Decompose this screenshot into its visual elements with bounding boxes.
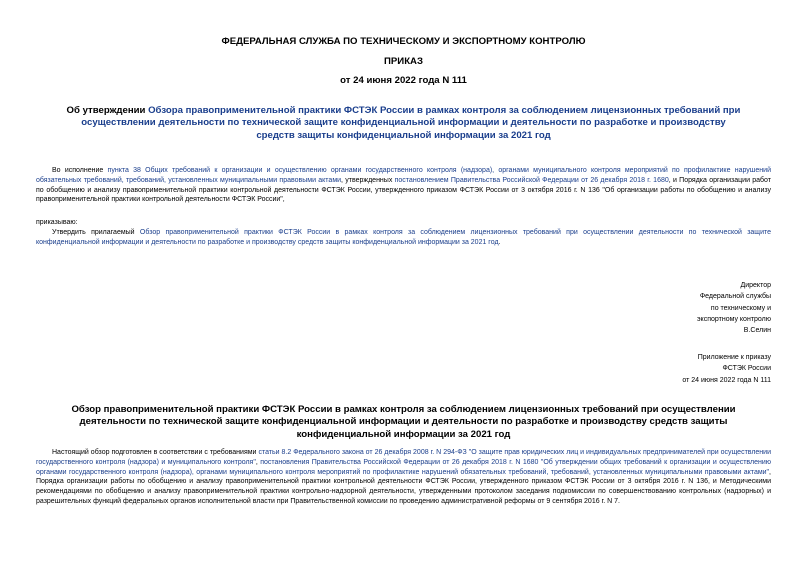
order-title-link[interactable]: Обзора правоприменительной практики ФСТЭК России в рамках контроля за соблюдением лицензионных требований при осуществлении деятельности по технической защите конфиденциальной информации и деятельности по разработке и производству средств защиты конфиденциальной информации за 2021 год — [81, 105, 741, 141]
preamble-text-2: , утвержденных — [341, 176, 395, 184]
appendix-line-3: от 24 июня 2022 года N 111 — [682, 376, 771, 384]
signature-position: Директор — [740, 282, 771, 289]
body-link-federal-law[interactable]: статьи 8.2 Федерального закона от 26 декабря 2008 г. N 294-ФЗ "О защите прав юридических лиц и индивидуальных предпринимателей при осуществлении государственного контроля (надзора) и муниципального контроля" — [36, 449, 771, 466]
preamble-text-1: Во исполнение — [52, 167, 108, 174]
agency-name: ФЕДЕРАЛЬНАЯ СЛУЖБА ПО ТЕХНИЧЕСКОМУ И ЭКСПОРТНОМУ КОНТРОЛЮ — [221, 36, 586, 47]
preamble-link-general-requirements[interactable]: пункта 38 Общих требований к организации и осуществлению органами государственного контроля (надзора), органами муниципального контроля мероприятий по профилактике нарушений обязательных требований, требований, установленных муниципальными правовыми актами — [36, 167, 771, 184]
document-type: ПРИКАЗ — [384, 56, 423, 67]
body-paragraph — [36, 448, 771, 507]
order-link-review[interactable]: Обзор правоприменительной практики ФСТЭК России в рамках контроля за соблюдением лицензионных требований при осуществлении деятельности по технической защите конфиденциальной информации и деятельности по разработке и производству средств защиты конфиденциальной информации за 2021 год — [36, 229, 772, 246]
signature-block — [697, 280, 771, 336]
signature-agency-1: Федеральной службы — [699, 293, 771, 301]
document-date: от 24 июня 2022 года N 111 — [340, 75, 467, 86]
body-link-government-decree[interactable]: постановления Правительства Российской Федерации от 26 декабря 2018 г. N 1680 "Об утверждении общих требований к организации и осуществлению органами государственного контроля (надзора), органами муниципального контроля мероприятий по профилактике нарушений обязательных требований, требований, установленных муниципальными правовыми актами" — [36, 458, 771, 476]
preamble-text-3: , и Порядка организации работ по обобщению и анализу правоприменительной практики контрольной деятельности ФСТЭК России, утвержденного приказом ФСТЭК России от 3 октября 2016 г. N 136 "Об организации работы по обобщению и анализу правоприменительной практики контрольной деятельности ФСТЭК России", — [36, 176, 772, 204]
signature-name: В.Селин — [743, 327, 771, 335]
order-text-2: . — [498, 238, 501, 246]
body-text-3: , Порядка организации работы по обобщению и анализу правоприменительной практики контрольной деятельности ФСТЭК России, утвержденного приказом ФСТЭК России от 3 октября 2016 г. N 136, и Методическими рекомендациями по обобщению и анализу правоприменительной практики контрольно-надзорной деятельности, утвержденными протоколом заседания подкомиссии по совершенствованию контрольных (надзорных) и разрешительных функций федеральных органов исполнительной власти при Правительственной комиссии по проведению административной реформы от 9 сентября 2016 г. N 7. — [36, 468, 771, 505]
order-title — [62, 105, 745, 142]
signature-agency-3: экспортному контролю — [696, 315, 771, 323]
preamble-paragraph — [36, 166, 771, 205]
appendix-line-1: Приложение к приказу — [697, 354, 771, 361]
appendix-line-2: ФСТЭК России — [722, 365, 771, 373]
order-paragraph — [36, 228, 771, 248]
appendix-block — [682, 352, 771, 386]
order-word: приказываю: — [36, 219, 78, 226]
order-title-prefix: Об утверждении — [66, 105, 149, 116]
body-text-1: Настоящий обзор подготовлен в соответствии с требованиями — [52, 449, 259, 456]
signature-agency-2: по техническому и — [710, 304, 771, 312]
order-text-1: Утвердить прилагаемый — [52, 229, 140, 236]
preamble-link-government-decree[interactable]: постановлением Правительства Российской Федерации от 26 декабря 2018 г. 1680 — [394, 176, 669, 184]
review-title: Обзор правоприменительной практики ФСТЭК России в рамках контроля за соблюдением лицензионных требований при осуществлении деятельности по технической защите конфиденциальной информации и деятельности по разработке и производству средств защиты конфиденциальной информации за 2021 год — [71, 404, 736, 440]
body-text-2: , — [255, 458, 261, 466]
